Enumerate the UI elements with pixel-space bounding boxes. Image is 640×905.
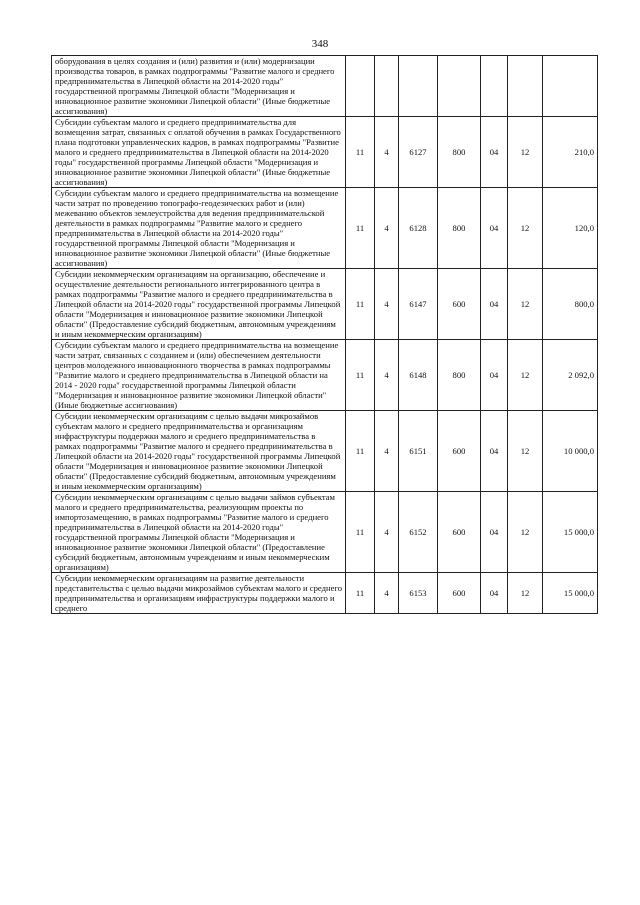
subsection: 12 [508, 340, 543, 411]
code-b: 4 [375, 269, 399, 340]
row-description: Субсидии субъектам малого и среднего предпринимательства на возмещение части затрат по проведению топографо-геодезических работ и (или) межеванию объектов землеустройства для ведения предпринимательской деятельности в рамках подпрограммы "Развитие малого и среднего предпринимательства в Липецкой области на 2014-2020 годы" государственной программы Липецкой области "Модернизация и инновационное развитие экономики Липецкой области" (Иные бюджетные ассигнования) [52, 188, 346, 269]
subsection: 12 [508, 269, 543, 340]
expense-type: 600 [438, 269, 481, 340]
table-row [52, 492, 598, 573]
row-description: Субсидии некоммерческим организациям на организацию, обеспечение и осуществление деятельности регионального интегрированного центра в рамках подпрограммы "Развитие малого и среднего предпринимательства в Липецкой области на 2014-2020 годы" государственной программы Липецкой области "Модернизация и инновационное развитие экономики Липецкой области" (Предоставление субсидий бюджетным, автономным учреждениям и иным некоммерческим организациям) [52, 269, 346, 340]
code-a: 11 [346, 573, 375, 614]
target-article: 6151 [399, 411, 438, 492]
row-description: оборудования в целях создания и (или) развития и (или) модернизации производства товаров, в рамках подпрограммы "Развитие малого и среднего предпринимательства в Липецкой области на 2014-2020 годы" государственной программы Липецкой области "Модернизация и инновационное развитие экономики Липецкой области" (Иные бюджетные ассигнования) [52, 56, 346, 117]
row-amount: 10 000,0 [543, 411, 598, 492]
table-row [52, 269, 598, 340]
code-a: 11 [346, 269, 375, 340]
code-b: 4 [375, 411, 399, 492]
expense-type: 600 [438, 411, 481, 492]
expense-type: 600 [438, 573, 481, 614]
subsection: 12 [508, 117, 543, 188]
code-a: 11 [346, 188, 375, 269]
code-b: 4 [375, 188, 399, 269]
row-amount: 2 092,0 [543, 340, 598, 411]
row-description: Субсидии субъектам малого и среднего предпринимательства на возмещение части затрат, связанных с созданием и (или) обеспечением деятельности центров молодежного инновационного творчества в рамках подпрограммы "Развитие малого и среднего предпринимательства в Липецкой области на 2014 - 2020 годы" государственной программы Липецкой области "Модернизация и инновационное развитие экономики Липецкой области" (Иные бюджетные ассигнования) [52, 340, 346, 411]
code-b: 4 [375, 573, 399, 614]
code-b: 4 [375, 492, 399, 573]
code-a: 11 [346, 117, 375, 188]
table-row [52, 573, 598, 614]
table-row [52, 188, 598, 269]
row-description: Субсидии некоммерческим организациям с целью выдачи займов субъектам малого и среднего предпринимательства, реализующим проекты по импортозамещению, в рамках подпрограммы "Развитие малого и среднего предпринимательства в Липецкой области на 2014-2020 годы" государственной программы Липецкой области "Модернизация и инновационное развитие экономики Липецкой области" (Предоставление субсидий бюджетным, автономным учреждениям и иным некоммерческим организациям) [52, 492, 346, 573]
subsection: 12 [508, 188, 543, 269]
code-a [346, 56, 375, 117]
code-b: 4 [375, 340, 399, 411]
row-description: Субсидии некоммерческим организациям с целью выдачи микрозаймов субъектам малого и среднего предпринимательства и организациям инфраструктуры поддержки малого и среднего предпринимательства в рамках подпрограммы "Развитие малого и среднего предпринимательства в Липецкой области на 2014-2020 годы" государственной программы Липецкой области "Модернизация и инновационное развитие экономики Липецкой области" (Предоставление субсидий бюджетным, автономным учреждениям и иным некоммерческим организациям) [52, 411, 346, 492]
expense-type: 600 [438, 492, 481, 573]
code-a: 11 [346, 492, 375, 573]
target-article: 6127 [399, 117, 438, 188]
subsection: 12 [508, 492, 543, 573]
row-amount: 15 000,0 [543, 573, 598, 614]
section: 04 [481, 117, 508, 188]
section: 04 [481, 573, 508, 614]
target-article: 6128 [399, 188, 438, 269]
code-a: 11 [346, 411, 375, 492]
row-amount: 800,0 [543, 269, 598, 340]
target-article [399, 56, 438, 117]
target-article: 6147 [399, 269, 438, 340]
section [481, 56, 508, 117]
row-description: Субсидии некоммерческим организациям на развитие деятельности представительства с целью выдачи микрозаймов субъектам малого и среднего предпринимательства и организациям инфраструктуры поддержки малого и среднего [52, 573, 346, 614]
code-b: 4 [375, 117, 399, 188]
subsection: 12 [508, 411, 543, 492]
expense-type: 800 [438, 188, 481, 269]
section: 04 [481, 269, 508, 340]
table-row [52, 56, 598, 117]
target-article: 6152 [399, 492, 438, 573]
expense-type: 800 [438, 340, 481, 411]
page-number: 348 [311, 38, 329, 50]
target-article: 6153 [399, 573, 438, 614]
subsection [508, 56, 543, 117]
section: 04 [481, 340, 508, 411]
section: 04 [481, 188, 508, 269]
budget-table [51, 55, 598, 614]
subsection: 12 [508, 573, 543, 614]
row-amount: 120,0 [543, 188, 598, 269]
code-a: 11 [346, 340, 375, 411]
row-amount: 15 000,0 [543, 492, 598, 573]
row-description: Субсидии субъектам малого и среднего предпринимательства для возмещения затрат, связанных с оплатой обучения в рамках Государственного плана подготовки управленческих кадров, в рамках подпрограммы "Развитие малого и среднего предпринимательства в Липецкой области на 2014-2020 годы" государственной программы Липецкой области "Модернизация и инновационное развитие экономики Липецкой области" (Иные бюджетные ассигнования) [52, 117, 346, 188]
table-row [52, 117, 598, 188]
table-row [52, 411, 598, 492]
target-article: 6148 [399, 340, 438, 411]
section: 04 [481, 492, 508, 573]
expense-type: 800 [438, 117, 481, 188]
table-row [52, 340, 598, 411]
code-b [375, 56, 399, 117]
expense-type [438, 56, 481, 117]
row-amount: 210,0 [543, 117, 598, 188]
row-amount [543, 56, 598, 117]
section: 04 [481, 411, 508, 492]
